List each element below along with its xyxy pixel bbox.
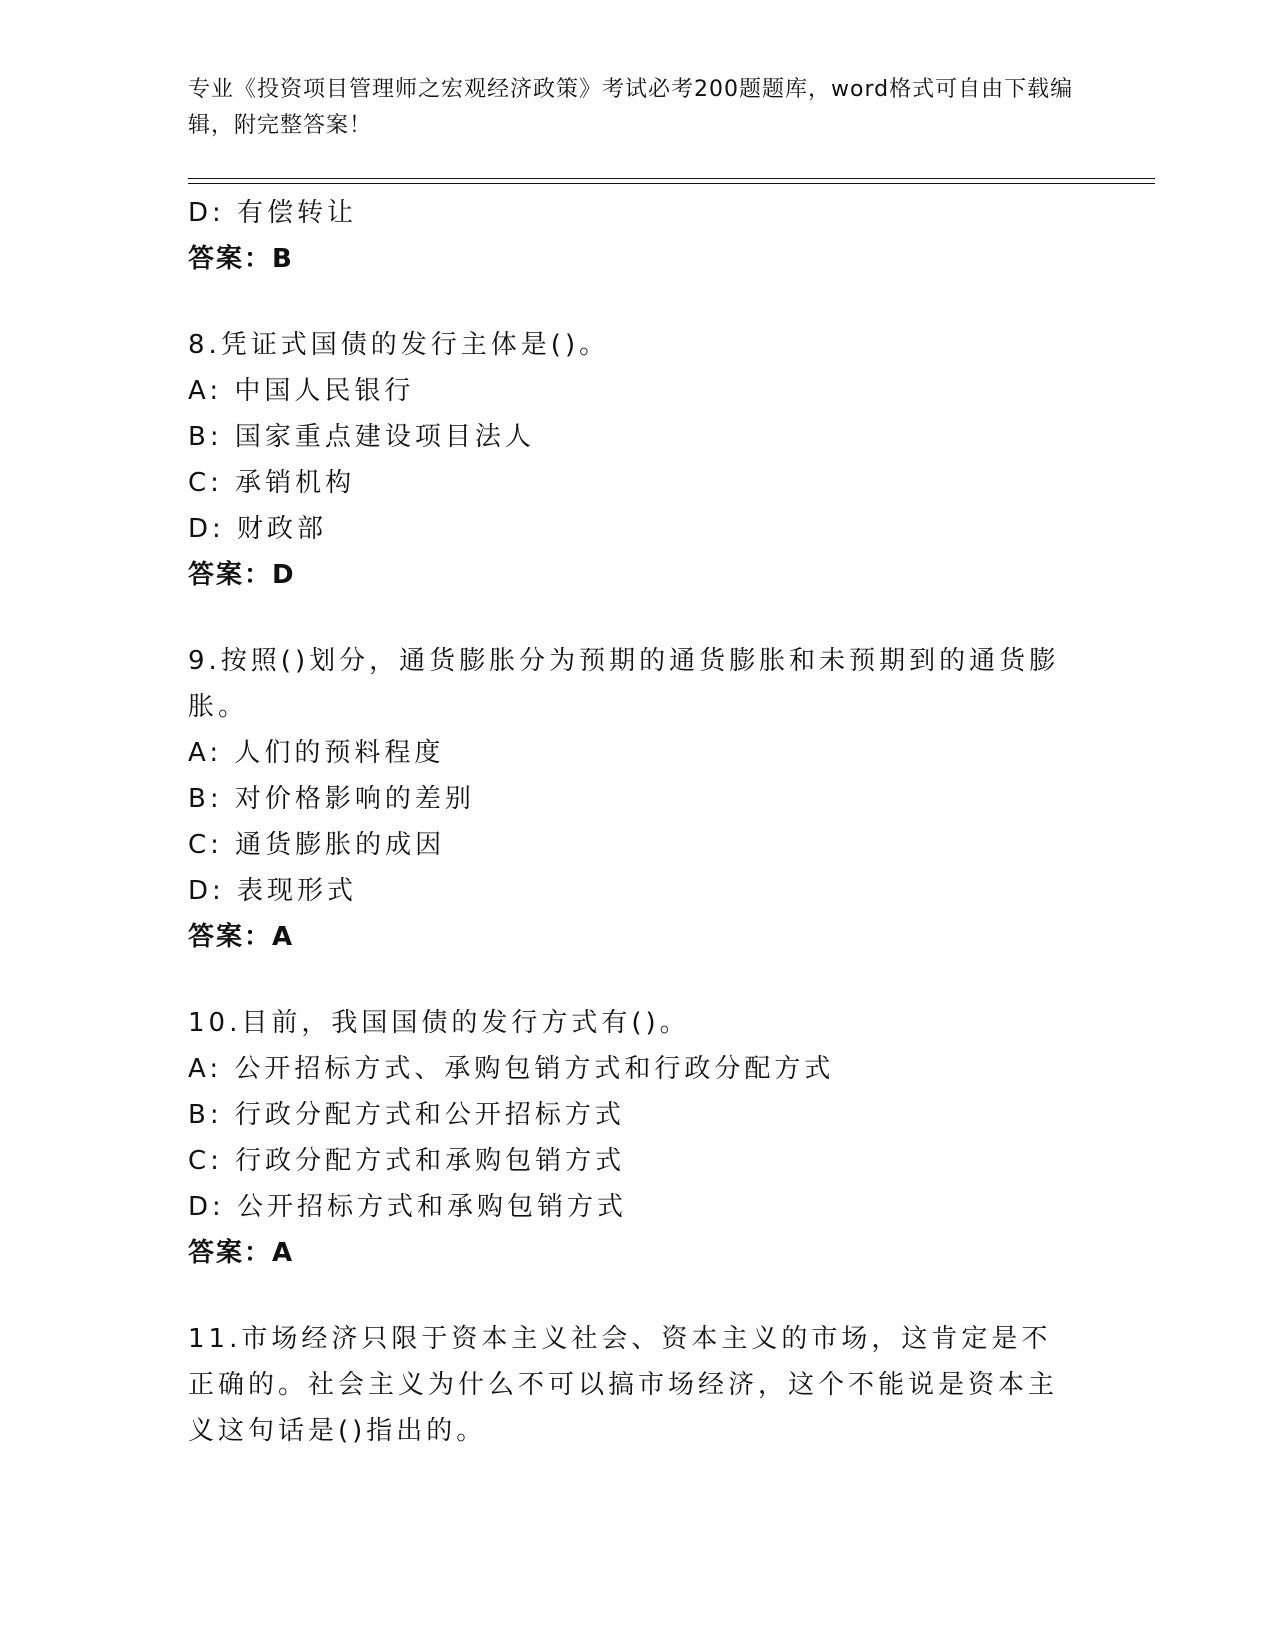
question-text: 10.目前，我国国债的发行方式有()。 [188,1008,690,1038]
question-10 [188,1000,1088,1276]
question-text: 8.凭证式国债的发行主体是()。 [188,330,610,360]
option-a: A: 公开招标方式、承购包销方式和行政分配方式 [188,1054,835,1084]
header-rule-bottom [188,183,1155,184]
option-b: B: 对价格影响的差别 [188,784,475,814]
answer: 答案：A [188,1238,295,1268]
option-b: B: 国家重点建设项目法人 [188,422,535,452]
option-b: B: 行政分配方式和公开招标方式 [188,1100,625,1130]
header-rule-top [188,178,1155,179]
question-text: 11.市场经济只限于资本主义社会、资本主义的市场，这肯定是不正确的。社会主义为什么不可以搞市场经济，这个不能说是资本主义这句话是()指出的。 [188,1324,1059,1446]
document-header: 专业《投资项目管理师之宏观经济政策》考试必考200题题库，word格式可自由下载编辑，附完整答案！ [188,77,1074,138]
option-c: C: 行政分配方式和承购包销方式 [188,1146,626,1176]
option-d: D: 表现形式 [188,876,358,906]
question-8 [188,322,1088,598]
question-11 [188,1316,1088,1454]
option-c: C: 通货膨胀的成因 [188,830,446,860]
answer: 答案：A [188,922,295,952]
answer: 答案：D [188,560,296,590]
question-list [188,190,1088,1454]
question-9 [188,638,1088,960]
option-c: C: 承销机构 [188,468,356,498]
option-a: A: 中国人民银行 [188,376,415,406]
option-a: A: 人们的预料程度 [188,738,445,768]
option-d: D: 财政部 [188,514,328,544]
question-text: 9.按照()划分，通货膨胀分为预期的通货膨胀和未预期到的通货膨胀。 [188,646,1060,722]
answer: 答案：B [188,244,294,274]
option-d: D: 公开招标方式和承购包销方式 [188,1192,628,1222]
option-d: D: 有偿转让 [188,198,358,228]
